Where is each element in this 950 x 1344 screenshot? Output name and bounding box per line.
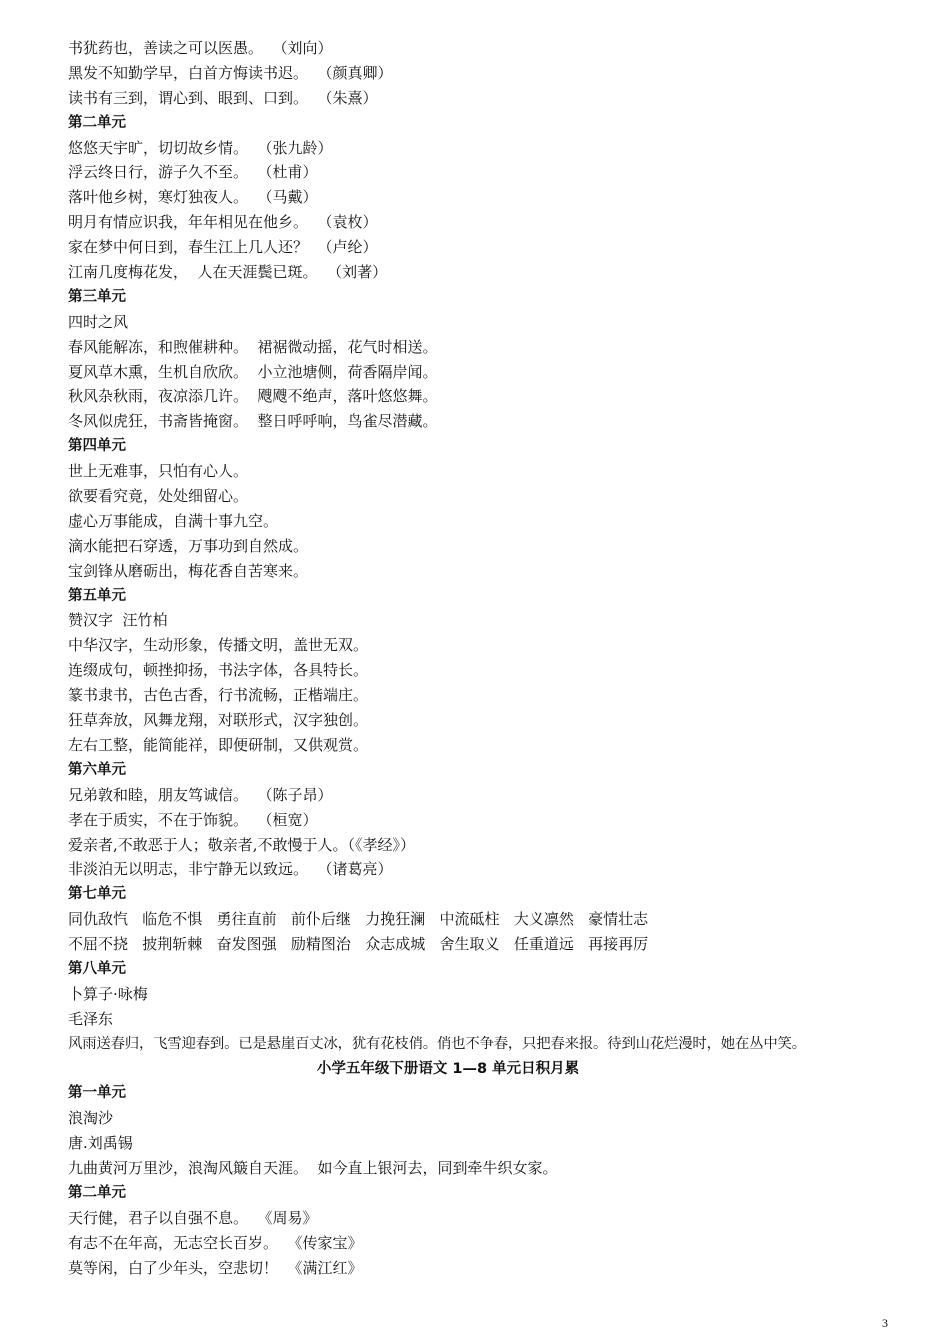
text-line: 天行健，君子以自强不息。 《周易》 bbox=[68, 1208, 318, 1227]
text-line: 家在梦中何日到，春生江上几人还？ （卢纶） bbox=[68, 238, 378, 257]
text-line: 兄弟敦和睦，朋友笃诚信。 （陈子昂） bbox=[68, 785, 333, 804]
unit-heading: 第四单元 bbox=[68, 438, 126, 455]
text-line: 左右工整，能简能祥，即便研制，又供观赏。 bbox=[68, 735, 369, 754]
text-line: 同仇敌忾 临危不惧 勇往直前 前仆后继 力挽狂澜 中流砥柱 大义凛然 豪情壮志 bbox=[68, 910, 649, 929]
page-number: 3 bbox=[882, 1316, 888, 1330]
unit-heading: 第三单元 bbox=[68, 288, 126, 305]
text-line: 赞汉字 汪竹柏 bbox=[68, 611, 168, 630]
text-line: 不屈不挠 披荆斩棘 奋发图强 励精图治 众志成城 舍生取义 任重道远 再接再厉 bbox=[68, 935, 649, 954]
text-line: 毛泽东 bbox=[68, 1009, 114, 1028]
unit-heading: 第一单元 bbox=[68, 1085, 126, 1102]
text-line: 莫等闲，白了少年头，空悲切！ 《满江红》 bbox=[68, 1258, 363, 1277]
text-line: 滴水能把石穿透，万事功到自然成。 bbox=[68, 536, 309, 555]
text-line: 九曲黄河万里沙，浪淘风簸自天涯。 如今直上银河去，同到牵牛织女家。 bbox=[68, 1159, 558, 1178]
unit-heading: 第六单元 bbox=[68, 761, 126, 778]
text-line: 连缀成句，顿挫抑扬，书法字体，各具特长。 bbox=[68, 661, 369, 680]
text-line: 夏风草木熏，生机自欣欣。 小立池塘侧，荷香隔岸闻。 bbox=[68, 362, 438, 381]
text-line: 宝剑锋从磨砺出，梅花香自苦寒来。 bbox=[68, 561, 309, 580]
text-line: 欲要看究竟，处处细留心。 bbox=[68, 487, 249, 506]
text-line: 狂草奔放，风舞龙翔，对联形式，汉字独创。 bbox=[68, 711, 369, 730]
text-line: 虚心万事能成，自满十事九空。 bbox=[68, 511, 279, 530]
text-line: 有志不在年高，无志空长百岁。 《传家宝》 bbox=[68, 1233, 363, 1252]
unit-heading: 第八单元 bbox=[68, 960, 126, 977]
text-line: 读书有三到，谓心到、眼到、口到。 （朱熹） bbox=[68, 88, 378, 107]
text-line: 春风能解冻，和煦催耕种。 裙裾微动摇，花气时相送。 bbox=[68, 337, 438, 356]
text-line: 非淡泊无以明志，非宁静无以致远。 （诸葛亮） bbox=[68, 860, 393, 879]
text-line: 黑发不知勤学早，白首方悔读书迟。 （颜真卿） bbox=[68, 63, 393, 82]
text-line: 爱亲者,不敢恶于人；敬亲者,不敢慢于人。（《孝经》） bbox=[68, 835, 416, 854]
poem-line: 风雨送春归，飞雪迎春到。已是悬崖百丈冰，犹有花枝俏。俏也不争春，只把春来报。待到山花烂漫时，她在丛中笑。 bbox=[68, 1035, 806, 1052]
text-line: 孝在于质实，不在于饰貌。 （桓宽） bbox=[68, 810, 318, 829]
unit-heading: 第五单元 bbox=[68, 587, 126, 604]
section-title: 小学五年级下册语文 1—8 单元日积月累 bbox=[316, 1060, 580, 1077]
text-line: 篆书隶书，古色古香，行书流畅，正楷端庄。 bbox=[68, 686, 369, 705]
text-line: 浮云终日行，游子久不至。 （杜甫） bbox=[68, 163, 318, 182]
text-line: 落叶他乡树，寒灯独夜人。 （马戴） bbox=[68, 188, 318, 207]
text-line: 秋风杂秋雨，夜凉添几许。 飕飕不绝声，落叶悠悠舞。 bbox=[68, 387, 438, 406]
text-line: 唐.刘禹锡 bbox=[68, 1134, 133, 1153]
text-line: 冬风似虎狂，书斋皆掩窗。 整日呼呼响，鸟雀尽潜藏。 bbox=[68, 412, 438, 431]
text-line: 江南几度梅花发， 人在天涯鬓已斑。 （刘著） bbox=[68, 263, 388, 282]
text-line: 四时之风 bbox=[68, 312, 129, 331]
text-line: 中华汉字，生动形象，传播文明，盖世无双。 bbox=[68, 636, 369, 655]
text-line: 世上无难事，只怕有心人。 bbox=[68, 462, 249, 481]
text-line: 浪淘沙 bbox=[68, 1109, 114, 1128]
unit-heading: 第七单元 bbox=[68, 886, 126, 903]
text-line: 书犹药也，善读之可以医愚。 （刘向） bbox=[68, 39, 333, 57]
unit-heading: 第二单元 bbox=[68, 1184, 126, 1201]
text-line: 悠悠天宇旷，切切故乡情。 （张九龄） bbox=[68, 138, 333, 157]
text-line: 明月有情应识我，年年相见在他乡。 （袁枚） bbox=[68, 213, 378, 232]
text-line: 卜算子·咏梅 bbox=[68, 984, 148, 1003]
document-body bbox=[68, 36, 898, 1281]
unit-heading: 第二单元 bbox=[68, 114, 126, 131]
